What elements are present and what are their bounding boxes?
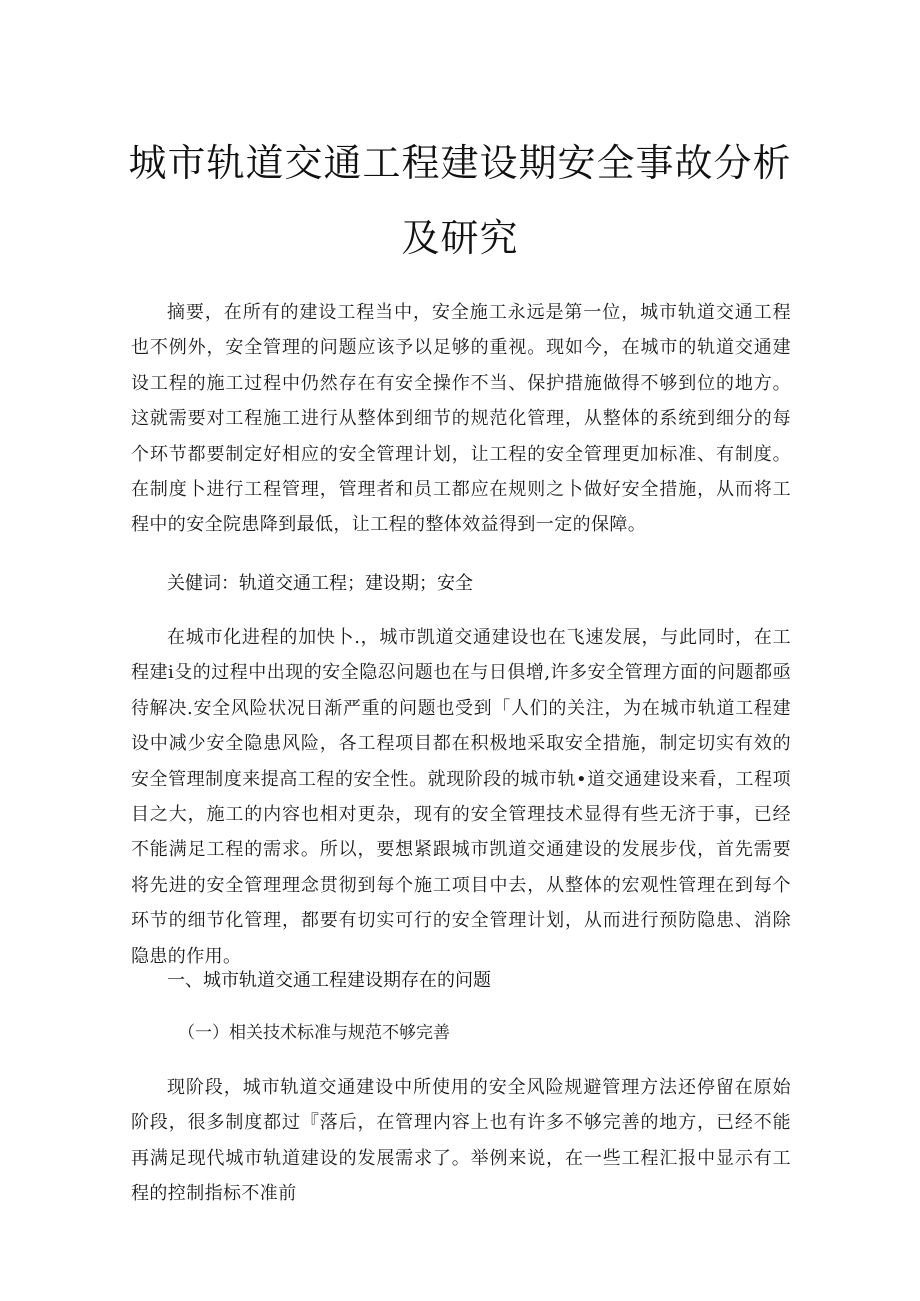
section-heading: 一、城市轨道交通工程建设期存在的问题 [167,970,491,991]
document-title-line-1: 城市轨道交通工程建设期安全事故分析 [128,141,792,185]
section-body-paragraph: 现阶段，城市轨道交通建设中所使用的安全风险规避管理方法还停留在原始阶段，很多制度都过『落后，在管理内容上也有许多不够完善的地方，已经不能再满足现代城市轨道建设的发展需求了。举例来说，在一些工程汇报中显示有工程的控制指标不准前 [131,1077,791,1205]
document-title-line-2: 及研究 [401,216,519,260]
subsection-heading: （一）相关技术标准与规范不够完善 [178,1023,450,1043]
keywords-line: 关健词：轨道交通工程；建设期；安全 [167,573,473,594]
intro-paragraph: 在城市化进程的加快卜.，城市凯道交通建设也在飞速发展，与此同时，在工程建i殳的过程中出现的安全隐忍问题也在与日俱增,许多安全管理方面的问题都亟待解决.安全风险状况日渐严重的问题也受到「人们的关注，为在城市轨道工程建设中减少安全隐患风险，各工程项目都在积极地采取安全措施，制定切实有效的安全管理制度来提高工程的安全性。就现阶段的城市轨•道交通建设来看，工程项目之大，施工的内容也相对更杂，现有的安全管理技术显得有些无济于事，已经不能满足工程的需求。所以，要想紧跟城市凯道交通建设的发展步伐，首先需要将先进的安全管理理念贯彻到每个施工项目中去，从整体的宏观性管理在到每个环节的细节化管理，都要有切实可行的安全管理计划，从而进行预防隐患、消除隐患的作用。 [131,627,791,967]
abstract-paragraph: 摘要，在所有的建设工程当中，安全施工永远是第一位，城市轨道交通工程也不例外，安全管理的问题应该予以足够的重视。现如今，在城市的轨道交通建设工程的施工过程中仍然存在有安全操作不当、保护措施做得不够到位的地方。这就需要对工程施工进行从整体到细节的规范化管理，从整体的系统到细分的每个环节都要制定好相应的安全管理计划，让工程的安全管理更加标准、有制度。在制度卜进行工程管理，管理者和员工都应在规则之卜做好安全措施，从而将工程中的安全院患降到最低，让工程的整体效益得到一定的保障。 [131,302,791,536]
